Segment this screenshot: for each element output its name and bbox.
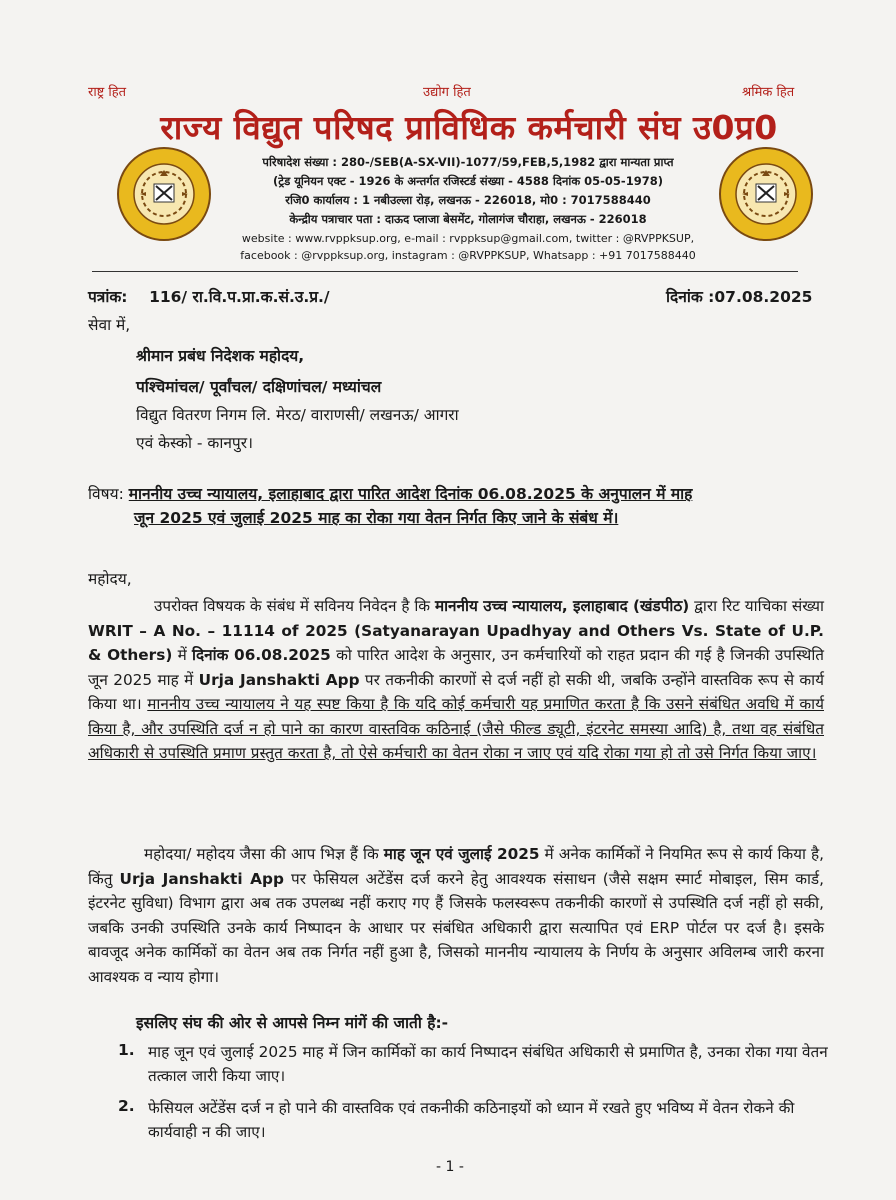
paragraph-court-order (88, 594, 824, 766)
correspondence-address-line: केन्द्रीय पत्राचार पता : दाऊद प्लाजा बेसमेंट, गोलागंज चौराहा, लखनऊ - 226018 (289, 212, 647, 226)
organization-title: राज्य विद्युत परिषद प्राविधिक कर्मचारी संघ उ0प्र0 (160, 108, 778, 147)
addressee-line-1: श्रीमान प्रबंध निदेशक महोदय, (136, 347, 305, 365)
demands-heading: इसलिए संघ की ओर से आपसे निम्न मांगें की जाती है:- (136, 1014, 449, 1032)
slogan-center: उद्योग हित (423, 85, 471, 100)
letter-date (666, 286, 812, 308)
demand-text-1: माह जून एवं जुलाई 2025 माह में जिन कार्मिकों का कार्य निष्पादन संबंधित अधिकारी से प्रमाणित है, उनका रोका गया वेतन तत्काल जारी किया जाए। (148, 1043, 828, 1085)
subject (88, 482, 818, 530)
contact-line-1: website : www.rvppksup.org, e-mail : rvppksup@gmail.com, twitter : @RVPPKSUP, (241, 232, 695, 245)
p1-app-name: Urja Janshakti App (198, 670, 360, 689)
subject-label: विषय: (88, 485, 124, 503)
addressee-line-2: पश्चिमांचल/ पूर्वांचल/ दक्षिणांचल/ मध्यांचल (136, 378, 382, 396)
to-label: सेवा में, (88, 316, 131, 334)
p1-text-e: में (172, 646, 193, 664)
demand-text-2: फेसियल अटेंडेंस दर्ज न हो पाने की वास्तविक एवं तकनीकी कठिनाइयों को ध्यान में रखते हुए भविष्य में वेतन रोकने की कार्यवाही न की जाए। (148, 1099, 795, 1141)
p1-text-c: द्वारा रिट याचिका संख्या (689, 597, 824, 615)
reference-number (88, 286, 330, 308)
p1-text-g: को पारित आदेश के अनुसार, उन कर्मचारियों को राहत प्रदान की गई है जिनकी उपस्थिति जून 2025 माह में (88, 646, 825, 689)
p1-court-name: माननीय उच्च न्यायालय, इलाहाबाद (खंडपीठ) (434, 597, 690, 615)
organization-emblem-right (718, 146, 814, 242)
p2-app-name: Urja Janshakti App (119, 869, 284, 888)
p2-text-c: में अनेक कार्मिकों ने नियमित रूप से कार्य किया है, किंतु (88, 845, 825, 888)
addressee-line-3: विद्युत वितरण निगम लि. मेरठ/ वाराणसी/ लखनऊ/ आगरा (136, 406, 459, 424)
header-divider (92, 271, 798, 272)
contact-line-2: facebook : @rvppksup.org, instagram : @RVPPKSUP, Whatsapp : +91 7017588440 (240, 249, 696, 262)
date-label: दिनांक : (666, 288, 715, 306)
p2-text-e: पर फेसियल अटेंडेंस दर्ज करने हेतु आवश्यक संसाधन (जैसे सक्षम स्मार्ट मोबाइल, सिम कार्ड, इंटरनेट सुविधा) विभाग द्वारा अब तक उपलब्ध नहीं कराए गए हैं जिसके फलस्वरूप तकनीकी कारणों से उपस्थिति दर्ज नहीं हो सकी, जबकि उनकी उपस्थिति उनके कार्य निष्पादन के आधार पर संबंधित अधिकारी द्वारा सत्यापित एवं ERP पोर्टल पर दर्ज है। इसके बावजूद अनेक कार्मिकों का वेतन अब तक निर्गत नहीं हुआ है, जिसको माननीय न्यायालय के निर्णय के अनुसार अविलम्ब जारी करना आवश्यक व न्याय होगा। (88, 869, 824, 986)
date-value: 07.08.2025 (714, 288, 813, 306)
page-number: - 1 - (436, 1159, 464, 1175)
registration-line: (ट्रेड यूनियन एक्ट - 1926 के अन्तर्गत रजिस्टर्ड संख्या - 4588 दिनांक 05-05-1978) (273, 174, 663, 188)
reference-value: 116/ रा.वि.प.प्रा.क.सं.उ.प्र./ (149, 288, 330, 306)
organization-emblem-left (116, 146, 212, 242)
p1-court-clarification: माननीय उच्च न्यायालय ने यह स्पष्ट किया है कि यदि कोई कर्मचारी यह प्रमाणित करता है कि उसने संबंधित अवधि में कार्य किया है, और उपस्थिति दर्ज न हो पाने का कारण वास्तविक कठिनाई (जैसे फील्ड ड्यूटी, इंटरनेट समस्या आदि) है, तथा वह संबंधित अधिकारी से उपस्थिति प्रमाण प्रस्तुत करता है, तो ऐसे कर्मचारी का वेतन रोका न जाए एवं यदि रोका गया हो तो उसे निर्गत किया जाए। (88, 695, 824, 762)
p1-writ-number: WRIT – A No. – 11114 of 2025 (Satyanarayan Upadhyay and Others Vs. State of U.P. & Others) (88, 621, 824, 664)
demand-number-2: 2. (118, 1097, 135, 1115)
p1-text-a: उपरोक्त विषयक के संबंध में सविनय निवेदन है कि (154, 597, 435, 615)
reference-label: पत्रांक: (88, 288, 128, 306)
subject-line-1: माननीय उच्च न्यायालय, इलाहाबाद द्वारा पारित आदेश दिनांक 06.08.2025 के अनुपालन में माह (128, 485, 693, 503)
slogan-left: राष्ट्र हित (88, 85, 127, 100)
addressee-line-4: एवं केस्को - कानपुर। (136, 434, 253, 452)
demand-number-1: 1. (118, 1041, 135, 1059)
paragraph-attendance-issue (88, 842, 824, 989)
salutation: महोदय, (88, 570, 132, 588)
office-address-line: रजि0 कार्यालय : 1 नबीउल्ला रोड़, लखनऊ - 226018, मो0 : 7017588440 (285, 193, 651, 207)
recognition-line: परिषादेश संख्या : 280-/SEB(A-SX-VII)-1077/59,FEB,5,1982 द्वारा मान्यता प्राप्त (262, 155, 674, 169)
slogan-right: श्रमिक हित (742, 85, 795, 100)
p1-text-i: पर तकनीकी कारणों से दर्ज नहीं हो सकी थी, जबकि उन्होंने वास्तविक रूप से कार्य किया था। (88, 670, 825, 713)
p1-order-date: दिनांक 06.08.2025 (192, 646, 331, 664)
p2-months: माह जून एवं जुलाई 2025 (383, 845, 540, 863)
subject-line-2: जून 2025 एवं जुलाई 2025 माह का रोका गया वेतन निर्गत किए जाने के संबंध में। (134, 509, 619, 527)
p2-text-a: महोदया/ महोदय जैसा की आप भिज्ञ हैं कि (144, 845, 384, 863)
